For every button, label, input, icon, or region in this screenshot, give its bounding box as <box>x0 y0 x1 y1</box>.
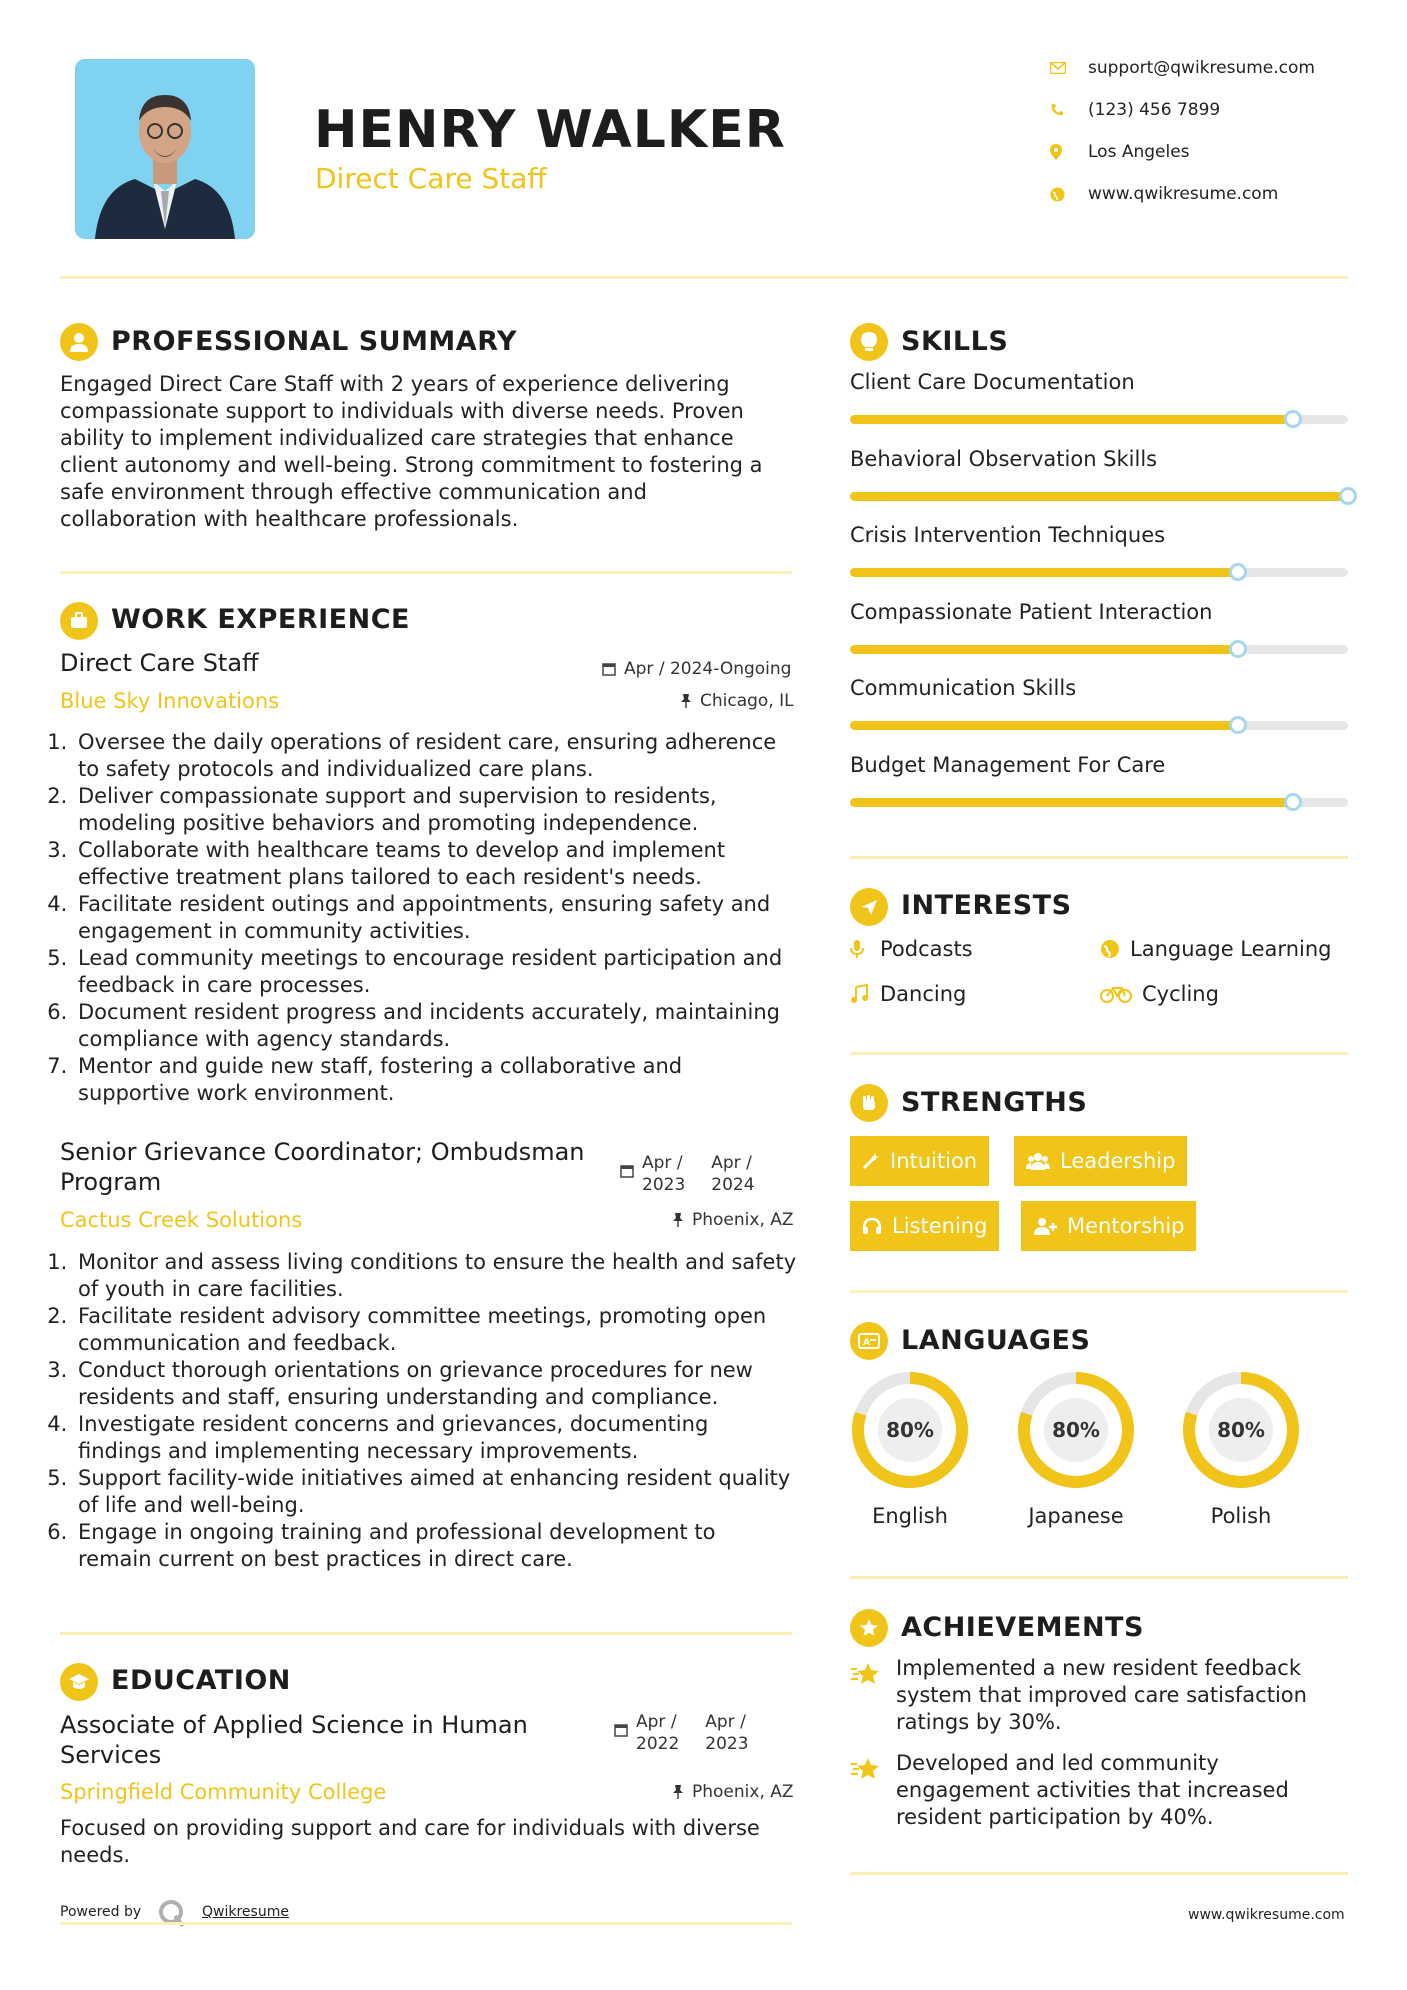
map-pin-icon <box>1050 144 1088 160</box>
pushpin-icon <box>672 1213 684 1227</box>
skill-bar <box>850 721 1348 730</box>
job-date-text: Apr / 2024-Ongoing <box>624 659 792 679</box>
pushpin-icon <box>680 694 692 708</box>
skill-name: Client Care Documentation <box>850 370 1135 394</box>
duties-list <box>54 729 804 1107</box>
job-location <box>680 691 794 711</box>
interests-heading: INTERESTS <box>901 890 1072 921</box>
education-description: Focused on providing support and care for individuals with diverse needs. <box>60 1816 760 1867</box>
graduation-icon <box>60 1663 98 1701</box>
language-item <box>850 1370 970 1528</box>
skill-name: Compassionate Patient Interaction <box>850 599 1213 624</box>
education-location <box>672 1782 794 1802</box>
list-item: 6. Document resident progress and incidents accurately, maintaining compliance with agency standards. <box>74 999 804 1053</box>
strength-tag <box>850 1136 989 1186</box>
list-item: 5. Lead community meetings to encourage resident participation and feedback in care processes. <box>74 945 804 999</box>
interest-item <box>1100 937 1331 961</box>
achievement-item: Developed and led community engagement activities that increased resident participation by 40%. <box>896 1751 1289 1829</box>
skill-level-knob <box>1284 410 1302 428</box>
skill-bar-fill <box>850 415 1293 424</box>
summary-line: client autonomy and well-being. Strong commitment to fostering a <box>60 453 763 477</box>
skill-bar-fill <box>850 798 1293 807</box>
education-heading: EDUCATION <box>111 1665 291 1696</box>
list-item: 3. Conduct thorough orientations on grievance procedures for new residents and staff, ensuring understanding and compliance. <box>74 1357 804 1411</box>
language-name: Polish <box>1210 1504 1272 1528</box>
section-divider <box>60 571 792 574</box>
envelope-icon <box>1050 62 1088 74</box>
list-item: 6. Engage in ongoing training and professional development to remain current on best practices in direct care. <box>74 1519 804 1573</box>
summary-line: compassionate support to individuals with diverse needs. Proven <box>60 399 744 423</box>
microphone-icon <box>850 939 880 959</box>
interest-label: Podcasts <box>880 937 973 961</box>
language-percent: 80% <box>1217 1418 1265 1442</box>
globe-icon <box>1050 187 1088 202</box>
skill-bar <box>850 492 1348 501</box>
svg-text:A: A <box>863 1338 870 1348</box>
strength-tag <box>850 1201 999 1251</box>
achievement-item: Implemented a new resident feedback system that improved care satisfaction ratings by 30%. <box>896 1656 1307 1734</box>
section-divider <box>60 1632 792 1635</box>
interest-item <box>1100 982 1219 1006</box>
contact-location-text: Los Angeles <box>1088 142 1190 162</box>
magic-wand-icon <box>862 1152 880 1170</box>
language-percent: 80% <box>886 1418 934 1442</box>
language-card-icon <box>850 1322 888 1360</box>
company-name: Cactus Creek Solutions <box>60 1208 303 1232</box>
languages-heading: LANGUAGES <box>901 1325 1091 1356</box>
skill-level-knob <box>1284 793 1302 811</box>
list-item: 1. Oversee the daily operations of resident care, ensuring adherence to safety protocols and individualized care plans. <box>74 729 804 783</box>
list-item: 2. Deliver compassionate support and supervision to residents, modeling positive behaviors and promoting independence. <box>74 783 804 837</box>
footer-divider <box>60 1922 792 1925</box>
skill-name: Communication Skills <box>850 676 1077 700</box>
skill-bar <box>850 568 1348 577</box>
language-item <box>1016 1370 1136 1528</box>
interest-item <box>850 937 973 961</box>
section-divider <box>850 1290 1348 1293</box>
job-location-text: Chicago, IL <box>700 691 794 711</box>
briefcase-icon <box>60 602 98 640</box>
bicycle-icon <box>1100 985 1142 1003</box>
user-circle-icon <box>60 323 98 361</box>
skill-name: Behavioral Observation Skills <box>850 446 1158 471</box>
summary-line: safe environment through effective communication and <box>60 480 647 504</box>
job-date: Apr / 2023 Apr / 2024 <box>620 1152 755 1196</box>
lightbulb-icon <box>850 323 888 361</box>
skill-level-knob <box>1339 487 1357 505</box>
list-item: 4. Investigate resident concerns and grievances, documenting findings and implementing necessary improvements. <box>74 1411 804 1465</box>
interest-label: Language Learning <box>1130 937 1332 961</box>
section-divider <box>850 1872 1348 1875</box>
strengths-heading: STRENGTHS <box>901 1087 1088 1118</box>
education-location-text: Phoenix, AZ <box>692 1782 794 1802</box>
language-ring <box>1016 1370 1136 1490</box>
skill-bar-fill <box>850 492 1348 501</box>
calendar-icon <box>620 1164 634 1178</box>
skill-level-knob <box>1229 640 1247 658</box>
star-icon <box>850 1756 882 1786</box>
work-heading: WORK EXPERIENCE <box>111 604 410 635</box>
qwikresume-logo-icon <box>157 1898 187 1932</box>
star-badge-icon <box>850 1609 888 1647</box>
interest-label: Cycling <box>1142 982 1219 1006</box>
user-plus-icon <box>1033 1217 1057 1235</box>
list-item: 7. Mentor and guide new staff, fostering a collaborative and supportive work environment. <box>74 1053 804 1107</box>
strength-tag <box>1014 1136 1187 1186</box>
star-icon <box>850 1661 882 1691</box>
contact-website-text: www.qwikresume.com <box>1088 184 1279 204</box>
section-divider <box>850 856 1348 859</box>
language-item <box>1181 1370 1301 1528</box>
strength-tag <box>1021 1201 1196 1251</box>
list-item: 5. Support facility-wide initiatives aimed at enhancing resident quality of life and well-being. <box>74 1465 804 1519</box>
interest-item <box>850 982 966 1006</box>
contact-location <box>1050 142 1190 162</box>
calendar-icon <box>614 1723 628 1737</box>
summary-text <box>60 371 800 533</box>
list-item: 1. Monitor and assess living conditions to ensure the health and safety of youth in care facilities. <box>74 1249 804 1303</box>
skill-level-knob <box>1229 563 1247 581</box>
summary-line: collaboration with healthcare professionals. <box>60 507 519 531</box>
job-title: Senior Grievance Coordinator; Ombudsman Program <box>60 1138 585 1196</box>
skill-bar-fill <box>850 568 1238 577</box>
language-ring <box>1181 1370 1301 1490</box>
headphones-icon <box>862 1217 882 1235</box>
duties-list <box>54 1249 804 1573</box>
company-name: Blue Sky Innovations <box>60 689 280 713</box>
section-divider <box>850 1052 1348 1055</box>
pushpin-icon <box>672 1785 684 1799</box>
users-icon <box>1026 1152 1050 1170</box>
summary-line: ability to implement individualized care strategies that enhance <box>60 426 734 450</box>
skill-bar <box>850 645 1348 654</box>
section-divider <box>850 1576 1348 1579</box>
skill-name: Crisis Intervention Techniques <box>850 523 1166 547</box>
language-percent: 80% <box>1052 1418 1100 1442</box>
calendar-icon <box>602 662 616 676</box>
contact-phone[interactable] <box>1050 100 1220 120</box>
profile-photo <box>75 59 255 239</box>
brand-link[interactable]: Qwikresume <box>202 1904 289 1920</box>
language-name: English <box>872 1504 948 1528</box>
footer-website-link[interactable]: www.qwikresume.com <box>1188 1907 1345 1923</box>
phone-icon <box>1050 103 1088 117</box>
powered-by-label: Powered by <box>60 1904 142 1920</box>
list-item: 3. Collaborate with healthcare teams to develop and implement effective treatment plans tailored to each resident's needs. <box>74 837 804 891</box>
skill-bar <box>850 415 1348 424</box>
school-name: Springfield Community College <box>60 1780 387 1804</box>
contact-phone-text: (123) 456 7899 <box>1088 100 1221 120</box>
globe-icon <box>1100 939 1130 959</box>
header-divider <box>60 276 1348 279</box>
summary-line: Engaged Direct Care Staff with 2 years of experience delivering <box>60 372 730 396</box>
fist-icon <box>850 1084 888 1122</box>
paper-plane-icon <box>850 888 888 926</box>
summary-heading: PROFESSIONAL SUMMARY <box>111 326 518 357</box>
contact-website[interactable] <box>1050 184 1278 204</box>
contact-email[interactable] <box>1050 58 1315 78</box>
job-location <box>672 1210 794 1230</box>
interest-label: Dancing <box>880 982 967 1006</box>
contact-email-text: support@qwikresume.com <box>1088 58 1315 78</box>
skill-bar-fill <box>850 721 1238 730</box>
strength-label: Intuition <box>890 1149 978 1173</box>
achievements-heading: ACHIEVEMENTS <box>901 1612 1144 1643</box>
list-item: 4. Facilitate resident outings and appointments, ensuring safety and engagement in community activities. <box>74 891 804 945</box>
job-location-text: Phoenix, AZ <box>692 1210 794 1230</box>
skills-heading: SKILLS <box>901 326 1009 357</box>
strength-label: Listening <box>892 1214 988 1238</box>
skill-name: Budget Management For Care <box>850 752 1166 777</box>
education-date: Apr / 2022 Apr / 2023 <box>614 1711 749 1755</box>
job-title: Direct Care Staff <box>60 649 259 677</box>
music-note-icon <box>850 984 880 1004</box>
skill-bar-fill <box>850 645 1238 654</box>
candidate-role: Direct Care Staff <box>315 162 547 195</box>
degree-title: Associate of Applied Science in Human Services <box>60 1711 528 1769</box>
skill-level-knob <box>1229 716 1247 734</box>
skill-bar <box>850 798 1348 807</box>
language-ring <box>850 1370 970 1490</box>
strength-label: Leadership <box>1060 1149 1176 1173</box>
strength-label: Mentorship <box>1067 1214 1185 1238</box>
candidate-name: HENRY WALKER <box>314 100 786 160</box>
language-name: Japanese <box>1028 1504 1124 1528</box>
job-date <box>602 659 791 679</box>
list-item: 2. Facilitate resident advisory committee meetings, promoting open communication and feedback. <box>74 1303 804 1357</box>
